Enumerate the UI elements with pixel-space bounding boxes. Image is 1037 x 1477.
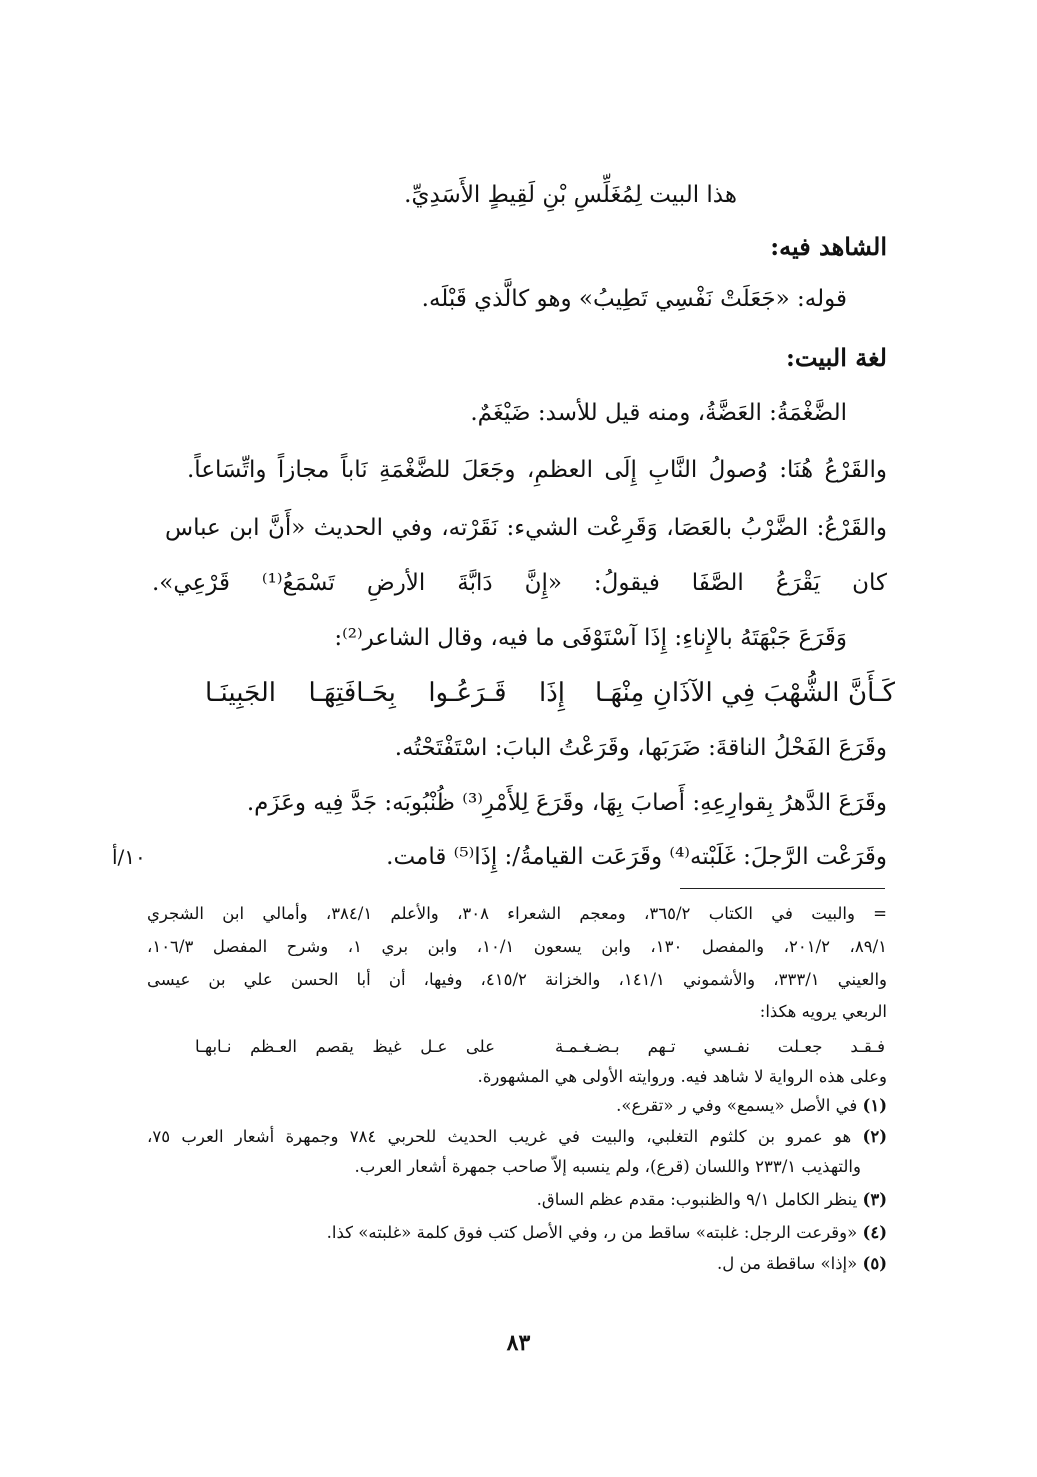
- footnote-2: [147, 1125, 887, 1149]
- page-number: ٨٣: [506, 1330, 531, 1356]
- verse-hemistich-1: كَـأَنَّ الشُّهْبَ فِي الآذَانِ مِنْهَـا: [595, 678, 895, 708]
- footnote-divider: [680, 888, 885, 889]
- body-line-9: وقَرَعَ الدَّهرُ بِقوارِعِهِ: أَصابَ بِهَا، وقَرَعَ لِلأَمْرِ⁽³⁾ ظُنْبُوبَه: جَدَّ فِيه وعَزَم.: [246, 790, 887, 816]
- footnote-cont-line-4: الربعي يرويه هكذا:: [759, 1002, 887, 1021]
- footnote-verse-hemistich-2: على عـل غيظ يقصم العـظم نـابهـا: [195, 1037, 495, 1056]
- body-line-8: وقَرَعَ الفَحْلُ الناقةَ: ضَرَبَها، وقَرَعْتُ البابَ: اسْتَفْتَحْتُه.: [394, 735, 887, 761]
- footnote-1-number: (١): [862, 1096, 887, 1115]
- poem-verse: [205, 676, 895, 710]
- heading-shahid: الشاهد فيه:: [770, 232, 887, 261]
- footnote-4-text: «وقرعت الرجل: غلبته» ساقط من ر، وفي الأصل كتب فوق كلمة «غلبته» كذا.: [326, 1223, 858, 1242]
- footnote-3: [537, 1188, 887, 1212]
- footnote-cont-line-2: ٨٩/١، ٢٠١/٢، والمفصل ١٣٠، وابن يسعون ١٠/١، وابن بري ١، وشرح المفصل ١٠٦/٣،: [147, 937, 887, 956]
- footnote-3-number: (٣): [862, 1190, 887, 1209]
- footnote-2-continuation: والتهذيب ٢٣٣/١ واللسان (قرع)، ولم ينسبه إلاّ صاحب جمهرة أشعار العرب.: [354, 1157, 861, 1176]
- footnote-cont-line-3: والعيني ٣٣٣/١، والأشموني ١٤١/١، والخزانة ٤١٥/٢، وفيها، أن أبا الحسن علي بن عيسى: [147, 970, 887, 989]
- body-line-6: كان يَقْرَعُ الصَّفَا فيقولُ: «إِنَّ دَابَّةَ الأرضِ تَسْمَعُ⁽¹⁾ قَرْعِي».: [152, 570, 887, 596]
- heading-lugha: لغة البيت:: [785, 343, 887, 372]
- body-line-1: هذا البيت لِمُغَلِّسِ بْنِ لَقِيطٍ الأَسَدِيِّ.: [404, 182, 737, 208]
- body-line-5: والقَرْعُ: الضَّرْبُ بالعَصَا، وَقَرِعْت الشيء: نَقَرْته، وفي الحديث «أَنَّ ابن عباس: [165, 515, 887, 541]
- body-line-7: وَقَرَعَ جَبْهَتَهُ بالإِناءِ: إِذَا آسْتَوْفَى ما فيه، وقال الشاعر⁽²⁾:: [334, 625, 847, 651]
- footnote-verse: [195, 1035, 885, 1059]
- footnote-1-text: في الأصل «يسمع» وفي ر «تقرع».: [616, 1096, 858, 1115]
- footnote-5: [717, 1252, 887, 1276]
- footnote-1: [616, 1094, 887, 1118]
- body-line-4: والقَرْعُ هُنَا: وُصولُ النَّابِ إِلَى العظمِ، وجَعَلَ للضَّغْمَةِ نَاباً مجازاً واتِّسَاعاً.: [187, 457, 887, 483]
- body-line-3: الضَّغْمَةُ: العَضَّةُ، ومنه قيل للأسد: ضَيْغَمٌ.: [470, 400, 847, 426]
- body-line-10: وقَرَعْت الرَّجلَ: غَلَبْته⁽⁴⁾ وقَرَعَت القيامةُ/: إِذَا⁽⁵⁾ قامت.: [386, 844, 887, 870]
- footnote-3-text: ينظر الكامل ٩/١ والظنبوب: مقدم عظم الساق.: [536, 1190, 858, 1209]
- footnote-verse-hemistich-1: فـقـد جعـلت نفـسي تـهم بـضـغـمـة: [555, 1037, 885, 1056]
- footnote-5-number: (٥): [862, 1254, 887, 1273]
- footnote-4-number: (٤): [862, 1223, 887, 1242]
- body-line-2: قوله: «جَعَلَتْ نَفْسِي تَطِيبُ» وهو كالَّذي قَبْلَه.: [421, 286, 847, 312]
- footnote-5-text: «إذا» ساقطة من ل.: [717, 1254, 858, 1273]
- footnote-cont-line-1: والبيت في الكتاب ٣٦٥/٢، ومعجم الشعراء ٣٠٨، والأعلم ٣٨٤/١، وأمالي ابن الشجري: [147, 904, 855, 923]
- footnote-cont-line-5: وعلى هذه الرواية لا شاهد فيه. وروايته الأولى هي المشهورة.: [477, 1067, 887, 1086]
- verse-hemistich-2: إِذَا قَـرَعُـوا بِحَـافَتِهَـا الجَبِينَـا: [205, 678, 565, 708]
- footnote-4: [327, 1221, 887, 1245]
- footnote-2-number: (٢): [862, 1127, 887, 1146]
- footnote-2-text: هو عمرو بن كلثوم التغلبي، والبيت في غريب الحديث للحربي ٧٨٤ وجمهرة أشعار العرب ٧٥،: [147, 1127, 852, 1146]
- footnote-cont-marker: =: [873, 904, 887, 923]
- manuscript-folio-ref: ١٠/أ: [112, 845, 146, 869]
